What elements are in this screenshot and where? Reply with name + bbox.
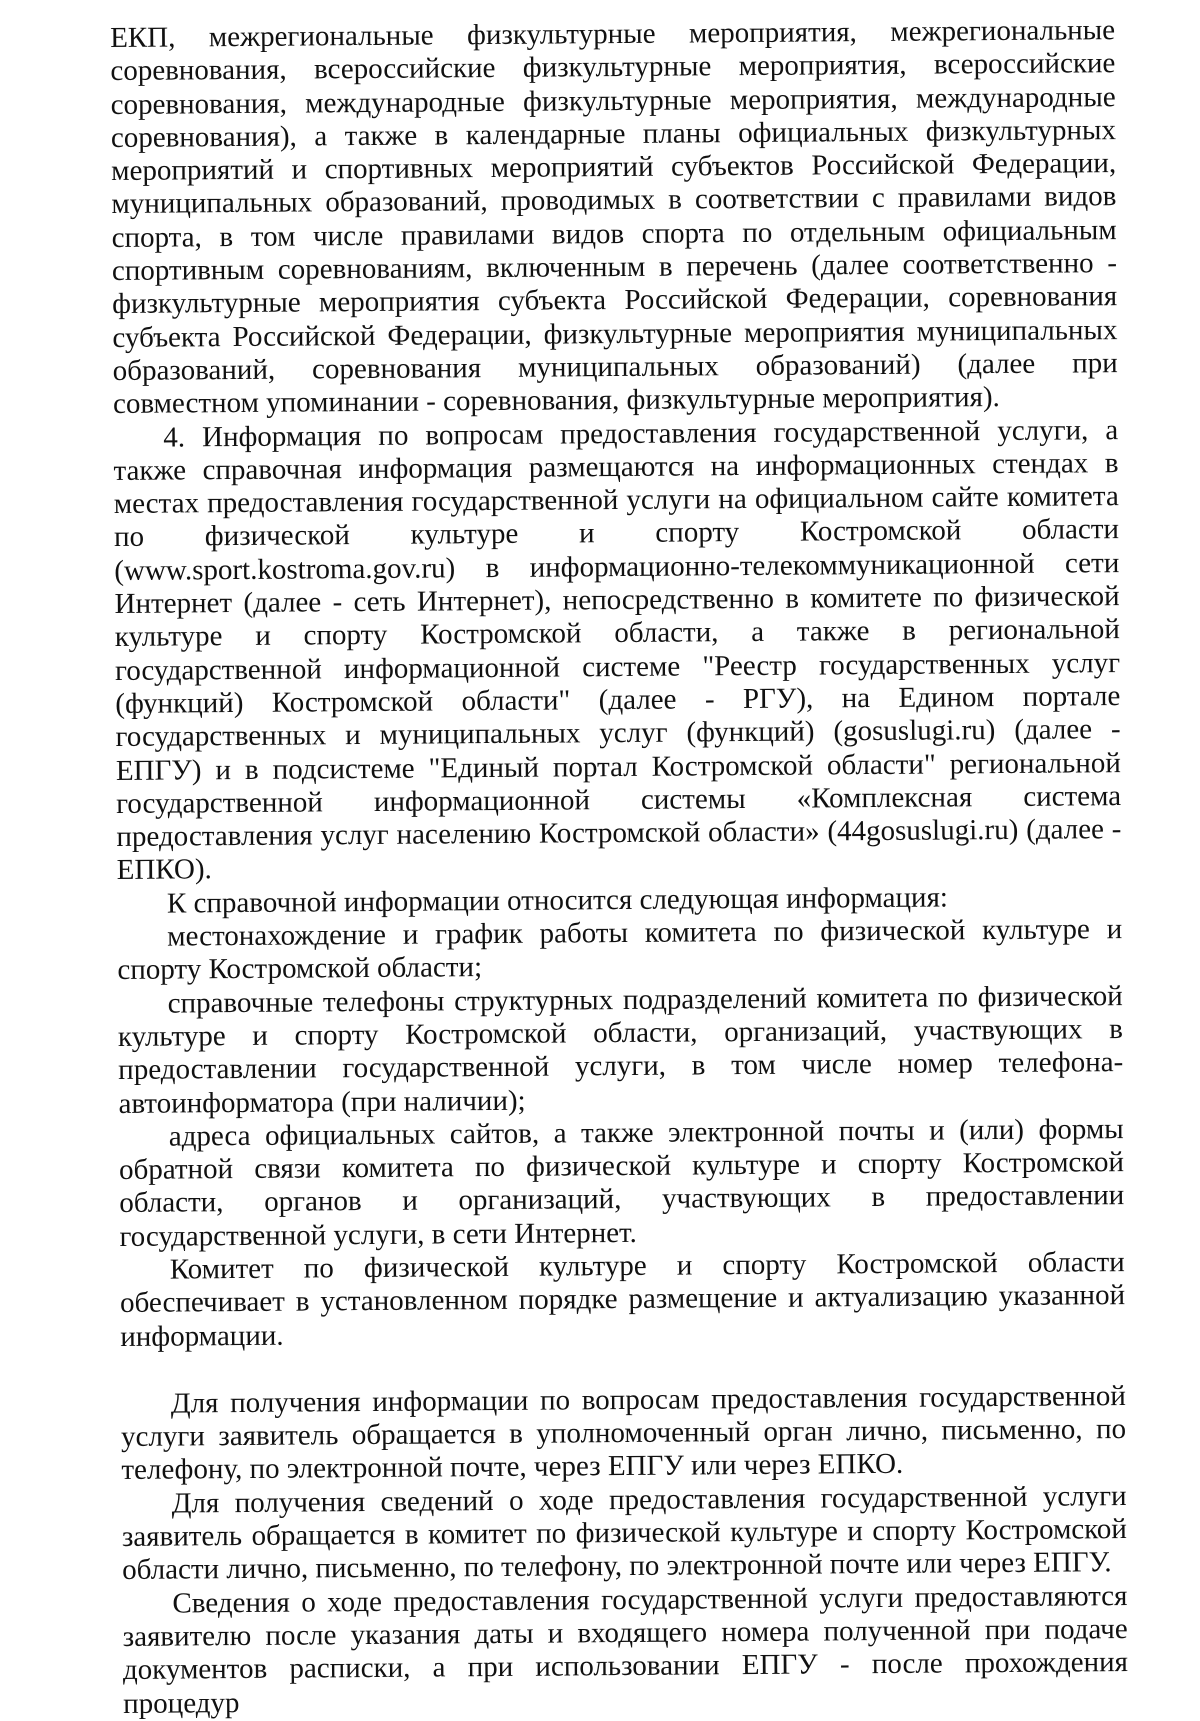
paragraph-progress-provision: Сведения о ходе предоставления государственной услуги предоставляются заявителю после указания даты и входящего номера полученной при подаче документов расписки, а при использовании ЕПГУ - после прохождения процедур [122, 1579, 1129, 1720]
paragraph-progress-request: Для получения сведений о ходе предоставления государственной услуги заявитель обращается в комитет по физической культуре и спорту Костромской области лично, письменно, по телефону, по электронной почте или через ЕПГУ. [121, 1479, 1127, 1587]
paragraph-website-addresses: адреса официальных сайтов, а также электронной почты и (или) формы обратной связи комитета по физической культуре и спорту Костромской области, органов и организаций, участвующих в предоставлении государственной услуги, в сети Интернет. [118, 1112, 1125, 1253]
paragraph-item-4: 4. Информация по вопросам предоставления государственной услуги, а также справочная информация размещаются на информационных стендах в местах предоставления государственной услуги на официальном сайте комитета по физической культуре и спорту Костромской области (www.sport.kostroma.gov.ru) в информационно-телекоммуникационной сети Интернет (далее - сеть Интернет), непосредственно в комитете по физической культуре и спорту Костромской области, а также в региональной государственной информационной системе "Реестр государственных услуг (функций) Костромской области" (далее - РГУ), на Едином портале государственных и муниципальных услуг (функций) (gosuslugi.ru) (далее - ЕПГУ) и в подсистеме "Единый портал Костромской области" региональной государственной информационной системы «Комплексная система предоставления услуг населению Костромской области» (44gosuslugi.ru) (далее - ЕПКО). [113, 413, 1122, 887]
paragraph-continuation: ЕКП, межрегиональные физкультурные мероприятия, межрегиональные соревнования, всероссийские физкультурные мероприятия, всероссийские соревнования, международные физкультурные мероприятия, международные соревнования), а также в календарные планы официальных физкультурных мероприятий и спортивных мероприятий субъектов Российской Федерации, муниципальных образований, проводимых в соответствии с правилами видов спорта, в том числе правилами видов спорта по отдельным официальным спортивным соревнованиям, включенным в перечень (далее соответственно - физкультурные мероприятия субъекта Российской Федерации, соревнования субъекта Российской Федерации, физкультурные мероприятия муниципальных образований, соревнования муниципальных образований) (далее при совместном упоминании - соревнования, физкультурные мероприятия). [110, 14, 1118, 421]
document-page [110, 14, 1128, 1721]
paragraph-committee-duty: Комитет по физической культуре и спорту Костромской области обеспечивает в установленном порядке размещение и актуализацию указанной информации. [119, 1246, 1126, 1353]
paragraph-location-schedule: местонахождение и график работы комитета по физической культуре и спорту Костромской области; [117, 913, 1123, 987]
paragraph-reference-info-intro: К справочной информации относится следующая информация: [166, 881, 949, 920]
paragraph-info-request: Для получения информации по вопросам предоставления государственной услуги заявитель обращается в уполномоченный орган лично, письменно, по телефону, по электронной почте, через ЕПГУ или через ЕПКО. [120, 1379, 1127, 1487]
paragraph-phone-numbers: справочные телефоны структурных подразделений комитета по физической культуре и спорту Костромской области, организаций, участвующих в предоставлении государственной услуги, в том числе номер телефона-автоинформатора (при наличии); [117, 979, 1124, 1120]
